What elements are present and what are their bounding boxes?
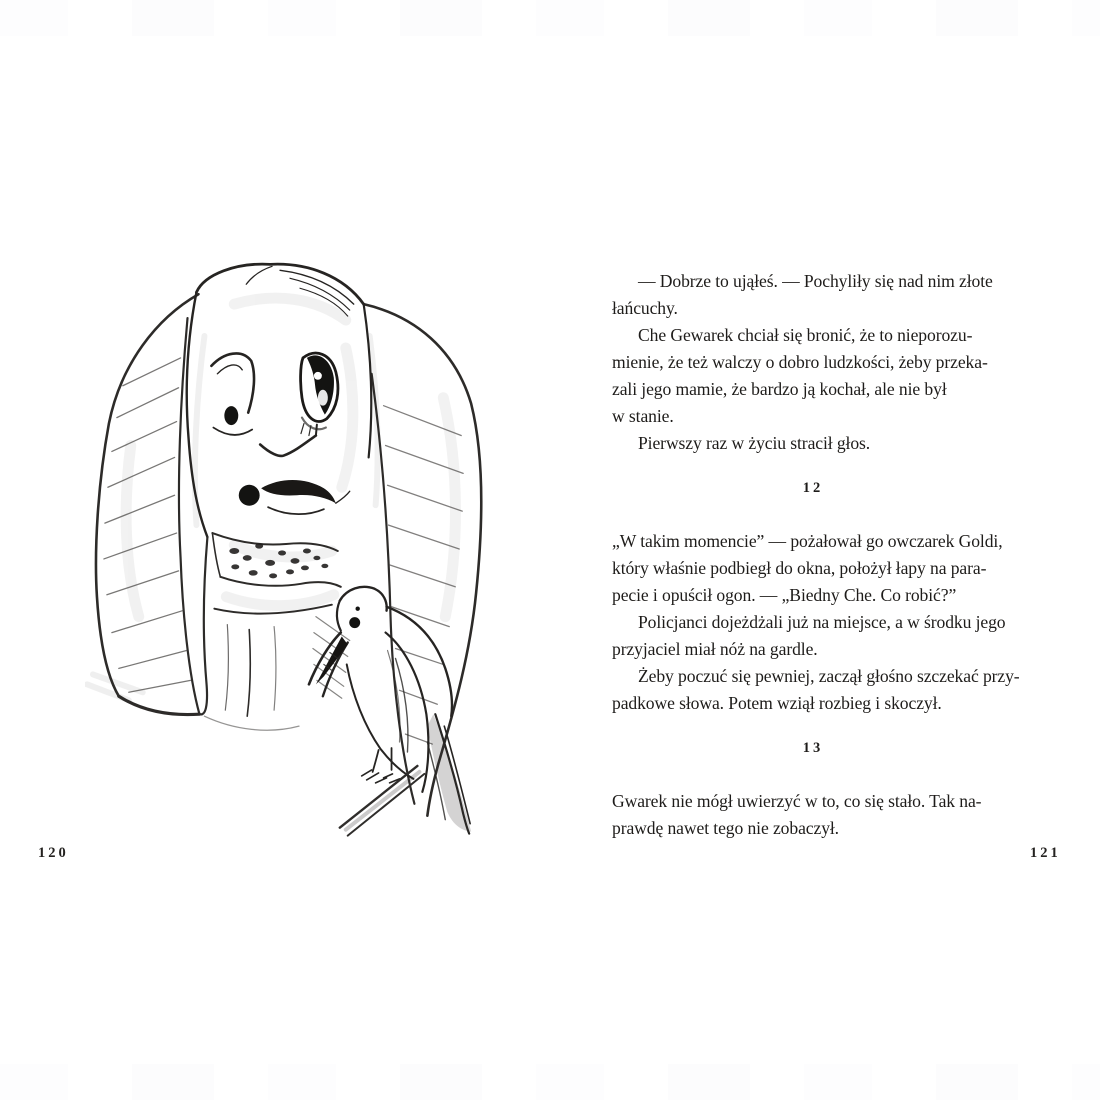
text-line: „W takim momencie” — pożałował go owczarek Goldi, [612,531,1003,551]
text-line: pecie i opuścił ogon. — „Biedny Che. Co robić?” [612,585,957,605]
text-line: Policjanci dojeżdżali już na miejsce, a w środku jego [638,612,1006,632]
section-number-13: 13 [802,740,824,756]
text-line: padkowe słowa. Potem wziął rozbieg i skoczył. [612,693,942,713]
text-line: zali jego mamie, że bardzo ją kochał, ale nie był [612,379,947,399]
text-line: — Dobrze to ująłeś. — Pochyliły się nad nim złote [638,271,993,291]
illustration-man-with-bird [85,246,503,844]
page-number-right: 121 [1030,845,1061,861]
watermark-band-top [0,0,1100,36]
text-line: Pierwszy raz w życiu stracił głos. [638,433,871,453]
text-line: mienie, że też walczy o dobro ludzkości, żeby przeka- [612,352,988,372]
text-line: Che Gewarek chciał się bronić, że to nieporozu- [638,325,973,345]
section-number-12: 12 [802,480,824,496]
text-line: prawdę nawet tego nie zobaczył. [612,818,839,838]
page-number-left: 120 [38,845,69,861]
text-line: Żeby poczuć się pewniej, zaczął głośno szczekać przy- [638,666,1020,686]
text-line: w stanie. [612,406,674,426]
text-line: łańcuchy. [612,298,678,318]
text-line: który właśnie podbiegł do okna, położył łapy na para- [612,558,987,578]
watermark-band-bottom [0,1064,1100,1100]
right-page-text [612,268,1020,842]
text-line: przyjaciel miał nóż na gardle. [612,639,818,659]
text-line: Gwarek nie mógł uwierzyć w to, co się stało. Tak na- [612,791,982,811]
